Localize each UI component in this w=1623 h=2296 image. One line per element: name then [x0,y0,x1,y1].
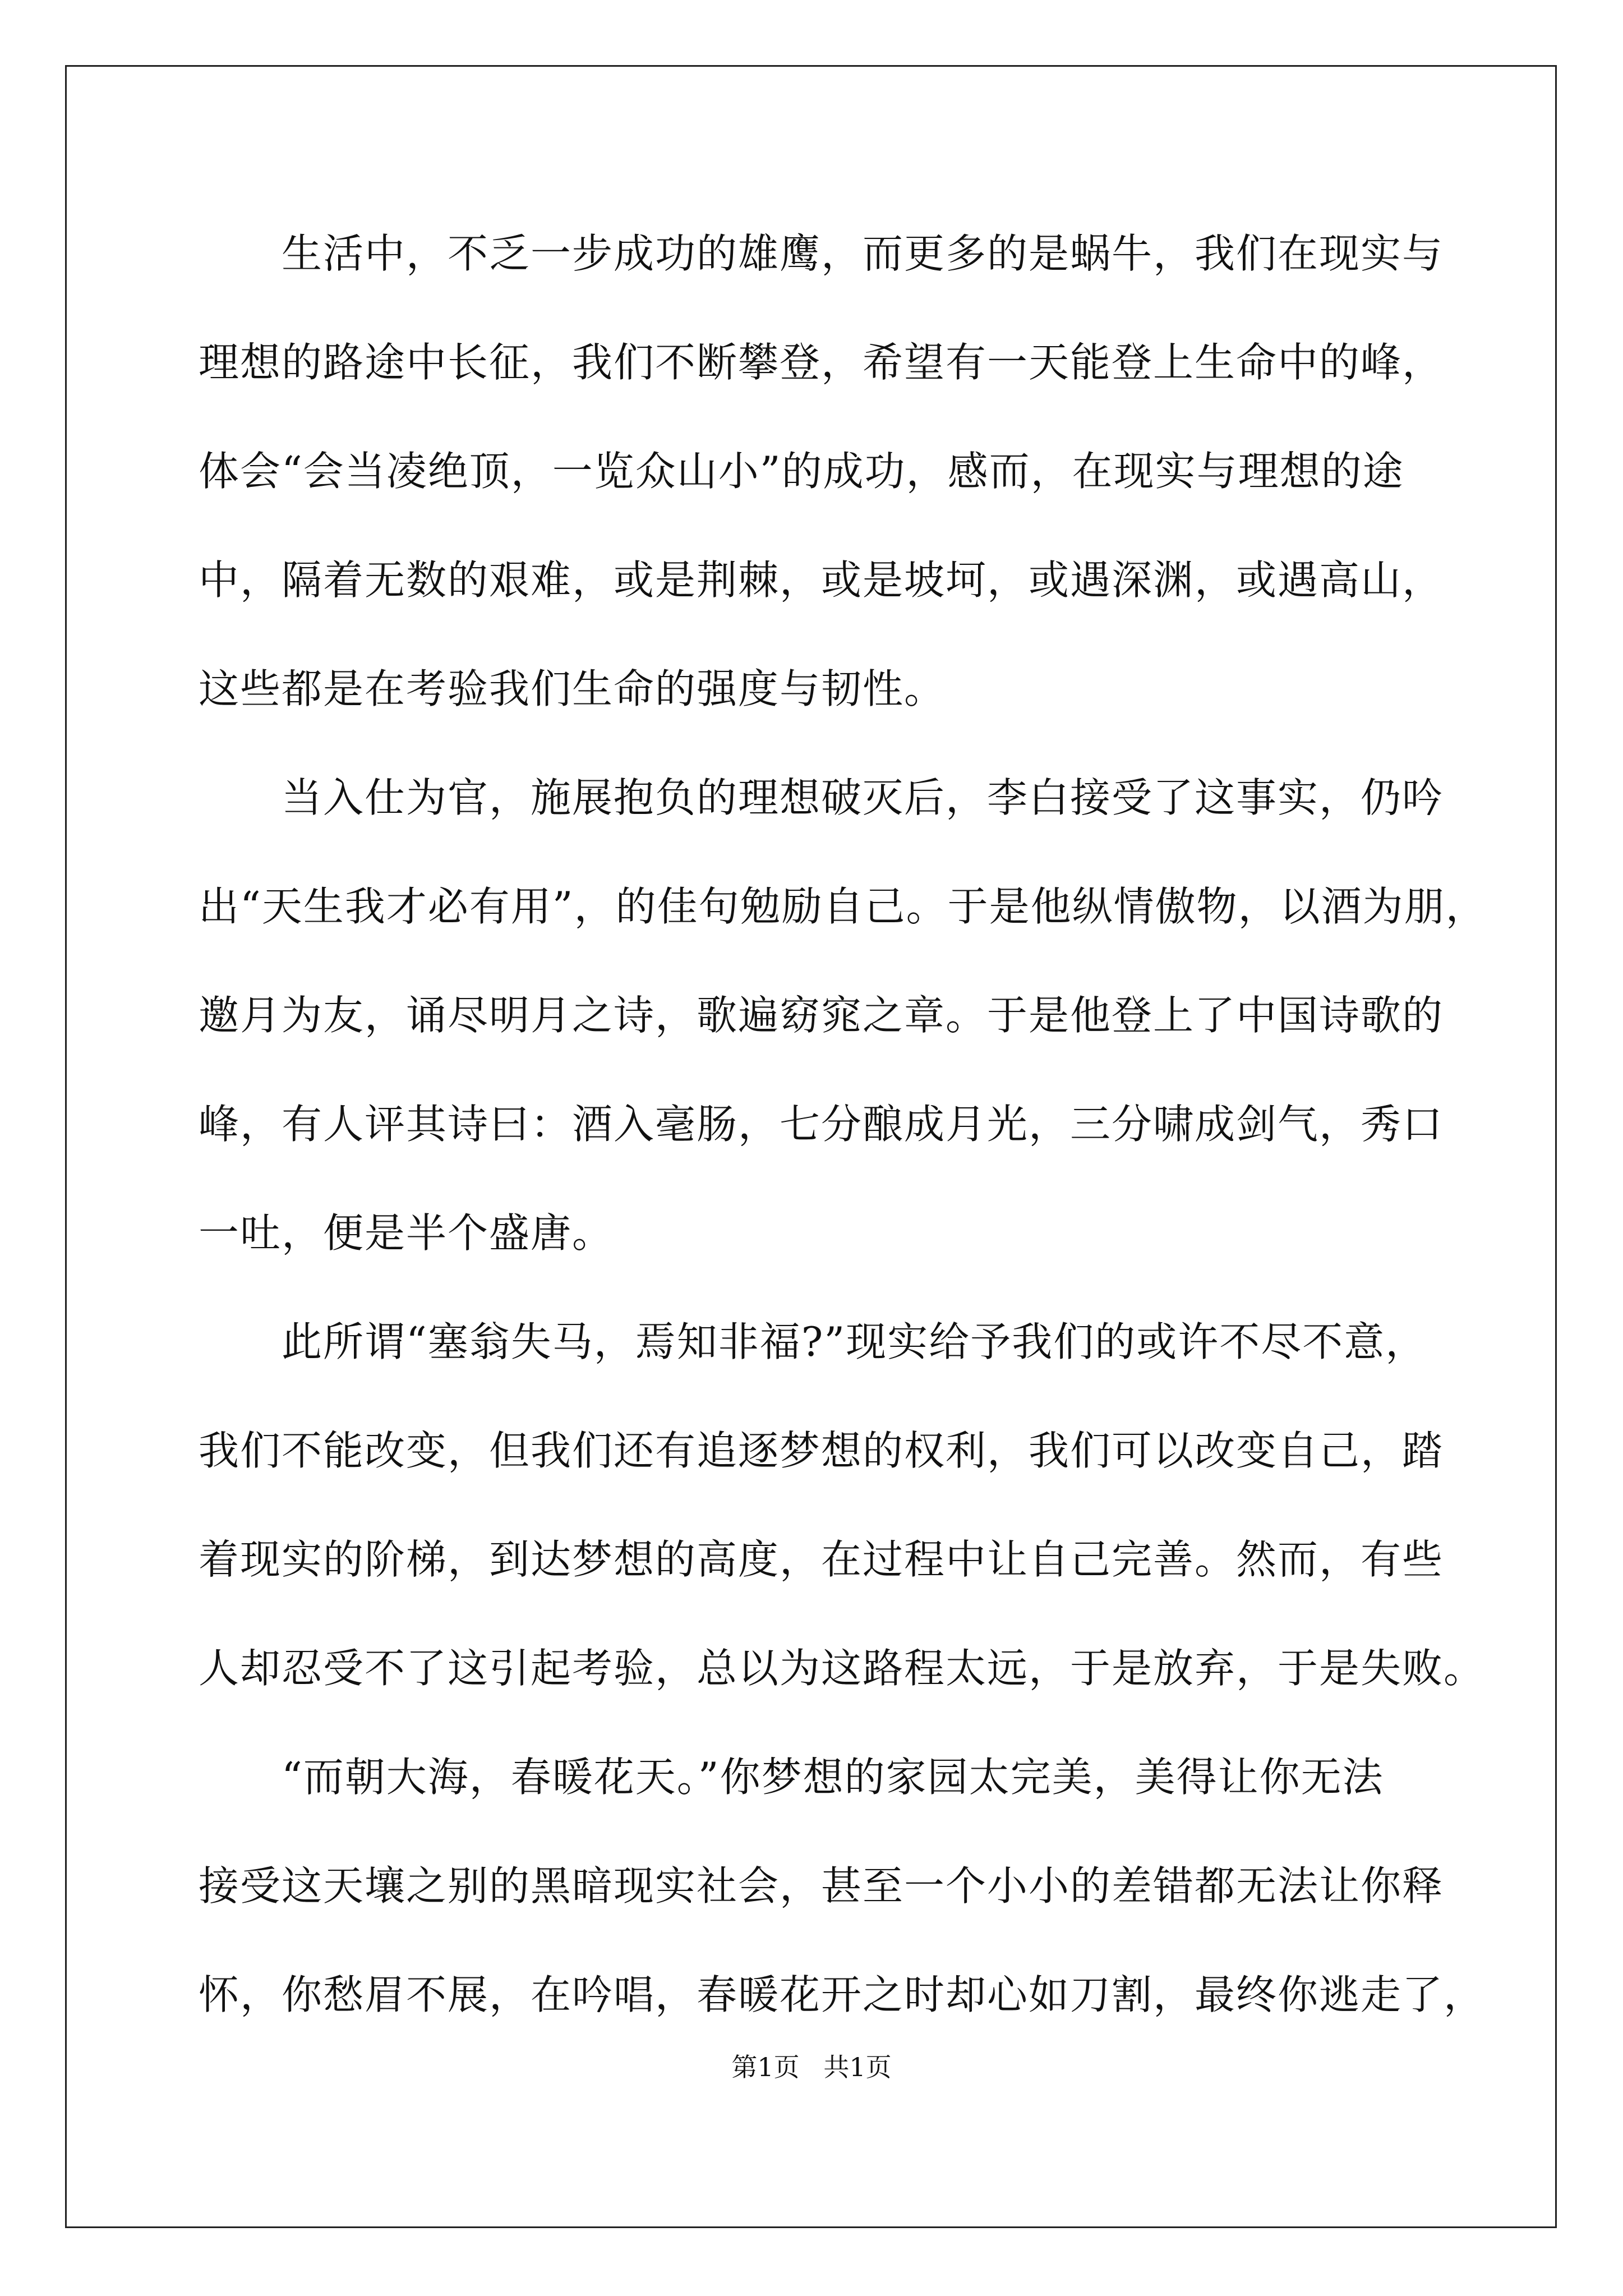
page-number-current: 第1页 [731,2052,800,2082]
page-footer [0,2050,1623,2084]
text-line: 这些都是在考验我们生命的强度与韧性。 [199,665,946,712]
text-line: 此所谓“塞翁失马，焉知非福?”现实给予我们的或许不尽不意， [199,1318,1427,1365]
text-line: “而朝大海，春暖花天。”你梦想的家园太完美，美得让你无法 [199,1754,1384,1801]
text-line: 着现实的阶梯，到达梦想的高度，在过程中让自己完善。然而，有些 [199,1536,1444,1583]
text-line: 我们不能改变，但我们还有追逐梦想的权利，我们可以改变自己，踏 [199,1427,1444,1474]
text-line: 中，隔着无数的艰难，或是荆棘，或是坡坷，或遇深渊，或遇高山， [199,556,1444,604]
text-line: 接受这天壤之别的黑暗现实社会，甚至一个小小的差错都无法让你释 [199,1862,1444,1910]
page-number-total: 共1页 [823,2052,892,2082]
text-line: 体会“会当凌绝顶，一览众山小”的成功，感而，在现实与理想的途 [199,448,1404,495]
text-line: 生活中，不乏一步成功的雄鹰，而更多的是蜗牛，我们在现实与 [199,230,1444,277]
text-line: 人却忍受不了这引起考验，总以为这路程太远，于是放弃，于是失败。 [199,1645,1486,1692]
text-line: 怀，你愁眉不展，在吟唱，春暖花开之时却心如刀割，最终你逃走了， [199,1971,1486,2018]
text-line: 当入仕为官，施展抱负的理想破灭后，李白接受了这事实，仍吟 [199,774,1444,821]
text-line: 一吐，便是半个盛唐。 [199,1209,614,1257]
text-line: 峰，有人评其诗曰：酒入毫肠，七分酿成月光，三分啸成剑气，秀口 [199,1101,1444,1148]
document-body [199,220,1487,2070]
text-line: 理想的路途中长征，我们不断攀登，希望有一天能登上生命中的峰， [199,339,1444,386]
text-line: 邀月为友，诵尽明月之诗，歌遍窈窕之章。于是他登上了中国诗歌的 [199,992,1444,1039]
text-line: 出“天生我才必有用”，的佳句勉励自己。于是他纵情傲物，以酒为朋， [199,883,1487,930]
